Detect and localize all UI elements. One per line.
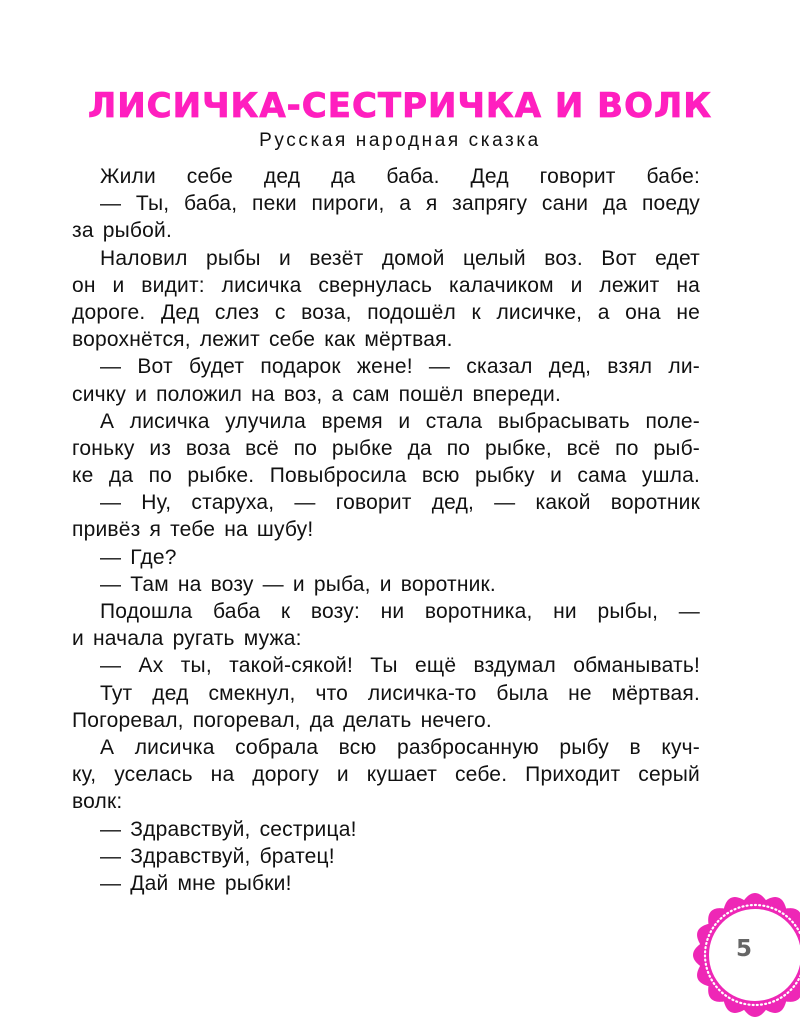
text-line: Погоревал, погоревал, да делать нечего.	[72, 708, 492, 732]
text-line: А лисичка улучила время и стала выбрасывать поле-	[100, 409, 700, 433]
text-line: привёз я тебе на шубу!	[72, 518, 314, 542]
text-line: он и видит: лисичка свернулась калачиком и лежит на	[72, 273, 700, 297]
text-line: — Ты, баба, пеки пироги, а я запрягу сани да поеду	[100, 192, 700, 216]
text-line: Подошла баба к возу: ни воротника, ни рыбы, —	[100, 600, 700, 623]
text-line: и начала ругать мужа:	[72, 627, 302, 651]
text-line: Тут дед смекнул, что лисичка-то была не мёртвая.	[100, 681, 700, 705]
text-line: ку, уселась на дорогу и кушает себе. Приходит серый	[72, 763, 700, 787]
text-line: ворохнётся, лежит себе как мёртвая.	[72, 328, 453, 352]
text-line: волк:	[72, 790, 123, 814]
text-line: Жили себе дед да баба. Дед говорит бабе:	[100, 165, 700, 188]
text-line: гоньку из воза всё по рыбке да по рыбке, всё по рыб-	[72, 436, 700, 460]
text-line: А лисичка собрала всю разбросанную рыбу в куч-	[100, 735, 700, 759]
text-line: дороге. Дед слез с воза, подошёл к лисичке, а она не	[72, 300, 700, 324]
text-line: — Здравствуй, сестрица!	[100, 817, 357, 841]
text-line: ке да по рыбке. Повыбросила всю рыбку и сама ушла.	[72, 464, 700, 488]
text-line: — Дай мне рыбки!	[100, 871, 292, 895]
story-title: ЛИСИЧКА-СЕСТРИЧКА И ВОЛК	[87, 86, 713, 126]
text-line: — Там на возу — и рыба, и воротник.	[100, 572, 496, 596]
text-line: — Где?	[100, 545, 177, 569]
text-line: — Здравствуй, братец!	[100, 844, 335, 868]
text-line: сичку и положил на воз, а сам пошёл впереди.	[72, 382, 562, 406]
text-line: Наловил рыбы и везёт домой целый воз. Вот едет	[100, 246, 700, 270]
story-text	[72, 163, 700, 897]
text-line: за рыбой.	[72, 219, 172, 243]
text-line: — Вот будет подарок жене! — сказал дед, взял ли-	[100, 355, 700, 379]
text-line: — Ах ты, такой-сякой! Ты ещё вздумал обманывать!	[100, 654, 700, 678]
text-line: — Ну, старуха, — говорит дед, — какой воротник	[100, 491, 700, 515]
page-number: 5	[735, 936, 752, 962]
story-subtitle: Русская народная сказка	[259, 130, 541, 151]
